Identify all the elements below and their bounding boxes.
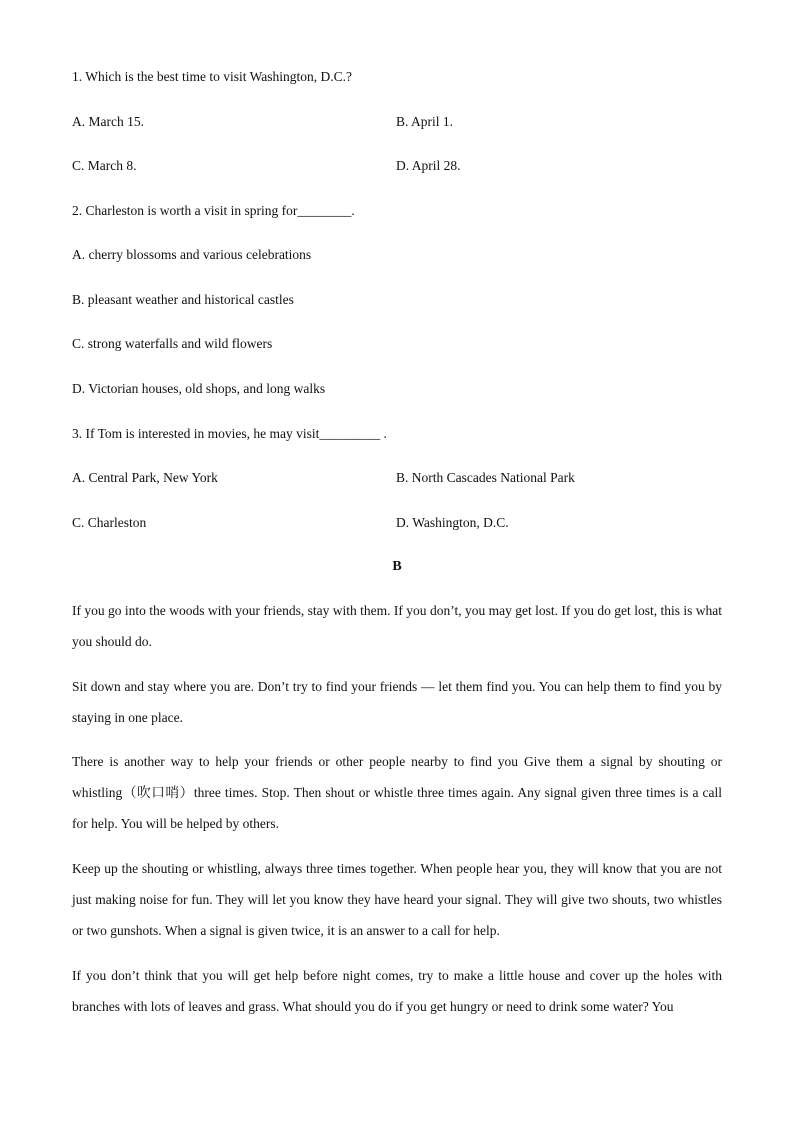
question-1-option-c: C. March 8.	[72, 158, 137, 173]
question-2-option-b: B. pleasant weather and historical castles	[72, 292, 294, 307]
question-3-option-c: C. Charleston	[72, 515, 147, 530]
question-2-option-d: D. Victorian houses, old shops, and long walks	[72, 381, 326, 396]
question-1-option-d: D. April 28.	[396, 158, 461, 173]
question-2-option-a: A. cherry blossoms and various celebrations	[72, 247, 312, 262]
passage-paragraph-4: Keep up the shouting or whistling, always three times together. When people hear you, they will know that you are not just making noise for fun. They will let you know they have heard your signal. They will give two shouts, two whistles or two gunshots. When a signal is given twice, it is an answer to a call for help.	[72, 861, 722, 938]
passage-paragraph-5: If you don’t think that you will get help before night comes, try to make a little house and cover up the holes with branches with lots of leaves and grass. What should you do if you get hungry or need to drink some water? You	[72, 968, 722, 1014]
question-1-option-b: B. April 1.	[396, 114, 454, 129]
section-title: B	[392, 559, 402, 574]
passage-paragraph-3: There is another way to help your friends or other people nearby to find you Give them a signal by shouting or whistling（吹口哨）three times. Stop. Then shout or whistle three times again. Any signal given three times is a call for help. You will be helped by others.	[72, 754, 722, 831]
passage-paragraph-2: Sit down and stay where you are. Don’t try to find your friends — let them find you. You can help them to find you by staying in one place.	[72, 679, 722, 725]
passage-paragraph-1: If you go into the woods with your friends, stay with them. If you don’t, you may get lost. If you do get lost, this is what you should do.	[72, 603, 722, 649]
question-2-stem: 2. Charleston is worth a visit in spring for________.	[72, 203, 355, 218]
question-3-stem: 3. If Tom is interested in movies, he may visit_________ .	[72, 426, 387, 441]
question-3-option-a: A. Central Park, New York	[72, 470, 218, 485]
question-3-option-b: B. North Cascades National Park	[396, 470, 575, 485]
question-3-option-d: D. Washington, D.C.	[396, 515, 509, 530]
question-1-stem: 1. Which is the best time to visit Washington, D.C.?	[72, 69, 353, 84]
question-2-option-c: C. strong waterfalls and wild flowers	[72, 336, 273, 351]
question-1-option-a: A. March 15.	[72, 114, 144, 129]
